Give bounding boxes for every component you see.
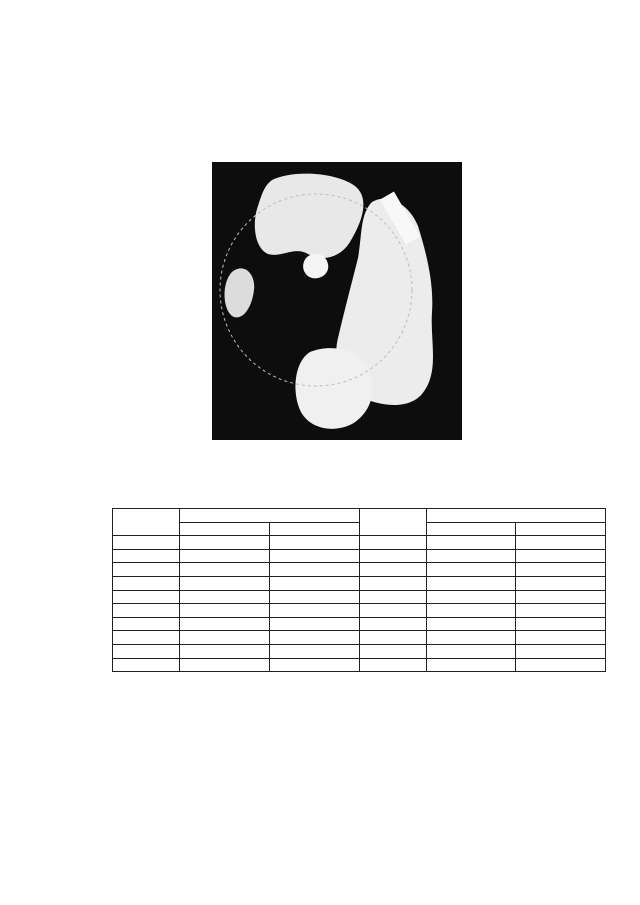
x-value [180,631,270,645]
table-row [113,563,606,577]
table-row [113,536,606,550]
y-value [269,563,359,577]
point-id [113,644,180,658]
x-value [180,590,270,604]
point-id [113,563,180,577]
point-id [359,576,426,590]
y-value [516,631,606,645]
y-value [516,563,606,577]
x-value [180,604,270,618]
y-value [516,658,606,672]
x-value [426,536,516,550]
y-value [516,617,606,631]
point-id [359,536,426,550]
point-id [359,590,426,604]
y-value [269,536,359,550]
y-value [516,536,606,550]
point-id [113,658,180,672]
x-header-right [426,522,516,536]
y-value [516,590,606,604]
y-value [516,549,606,563]
light-area-top [255,174,364,258]
y-value [516,644,606,658]
y-header-left [269,522,359,536]
x-value [426,590,516,604]
x-value [180,563,270,577]
point-id [113,604,180,618]
point-id [113,549,180,563]
point-id [113,631,180,645]
y-value [269,549,359,563]
point-id [113,617,180,631]
y-header-right [516,522,606,536]
well-blob [303,254,328,279]
x-value [426,631,516,645]
y-value [516,576,606,590]
coords-header-right [426,509,606,523]
x-value [426,576,516,590]
point-id [359,631,426,645]
x-value [426,617,516,631]
point-id [113,590,180,604]
y-value [269,658,359,672]
table-row [113,590,606,604]
y-value [516,604,606,618]
x-value [426,658,516,672]
x-value [180,617,270,631]
point-id [359,604,426,618]
point-header-left [113,509,180,536]
light-area-left [225,268,255,317]
x-value [426,549,516,563]
zone-map-graphic [212,162,462,440]
table-row [113,576,606,590]
y-value [269,631,359,645]
x-value [180,549,270,563]
point-id [359,563,426,577]
x-value [426,604,516,618]
coords-header-left [180,509,360,523]
point-id [113,536,180,550]
point-id [359,644,426,658]
table-row [113,604,606,618]
x-value [180,536,270,550]
x-header-left [180,522,270,536]
y-value [269,604,359,618]
x-value [180,658,270,672]
x-value [180,576,270,590]
zone-photo-map [212,162,462,440]
coordinates-table [112,508,606,672]
y-value [269,617,359,631]
table-row [113,549,606,563]
point-id [359,617,426,631]
point-id [113,576,180,590]
table-row [113,631,606,645]
x-value [426,563,516,577]
x-value [180,644,270,658]
y-value [269,644,359,658]
light-area-bottom [295,348,372,429]
point-id [359,549,426,563]
table-row [113,617,606,631]
point-header-right [359,509,426,536]
y-value [269,590,359,604]
point-id [359,658,426,672]
body-paragraph [66,96,606,115]
x-value [426,644,516,658]
table-row [113,658,606,672]
table-row [113,644,606,658]
y-value [269,576,359,590]
